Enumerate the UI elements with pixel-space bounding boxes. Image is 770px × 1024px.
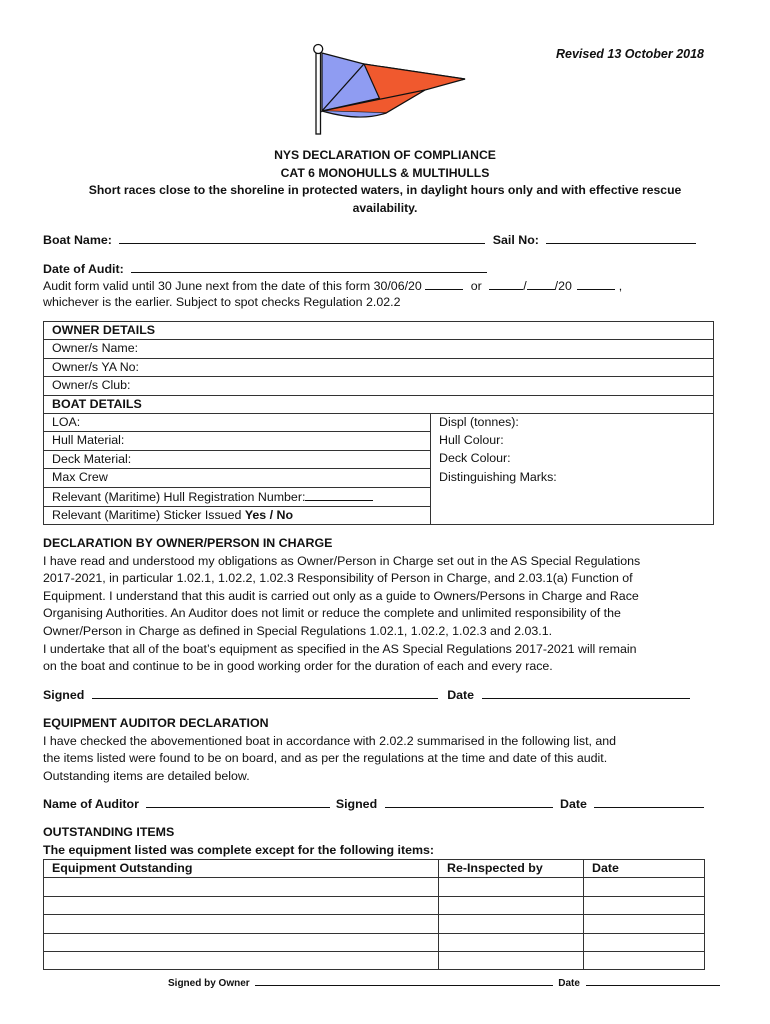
hull-registration-field[interactable] <box>305 488 373 501</box>
owner-declaration-line: I have read and understood my obligations as Owner/Person in Charge set out in the AS Special Regulations <box>43 553 641 568</box>
table-row <box>44 896 705 914</box>
validity-year2-field[interactable] <box>577 277 615 290</box>
auditor-declaration-line: the items listed were found to be on board, and as per the regulations at the time and date of this audit. <box>43 751 608 766</box>
auditor-declaration-line: Outstanding items are detailed below. <box>43 768 250 783</box>
auditor-name-label: Name of Auditor <box>43 797 139 811</box>
owner-boat-details-table <box>43 321 714 525</box>
boat-name-label: Boat Name: <box>43 233 112 247</box>
owner-club-field[interactable]: Owner/s Club: <box>44 377 714 395</box>
auditor-declaration-line: I have checked the abovementioned boat in accordance with 2.02.2 summarised in the following list, and <box>43 733 617 748</box>
equipment-cell[interactable] <box>44 915 439 933</box>
flag-pole <box>314 45 323 135</box>
date-cell[interactable] <box>584 915 705 933</box>
auditor-name-field[interactable] <box>146 795 330 808</box>
owner-declaration <box>43 535 733 676</box>
deck-colour-field[interactable]: Deck Colour: <box>431 450 714 468</box>
column-re-inspected-by: Re-Inspected by <box>439 860 584 878</box>
auditor-signature-row <box>43 795 704 811</box>
auditor-signature-field[interactable] <box>385 795 553 808</box>
hull-material-field[interactable]: Hull Material: <box>44 432 431 450</box>
owner-name-field[interactable]: Owner/s Name: <box>44 340 714 358</box>
re-inspected-cell[interactable] <box>439 896 584 914</box>
validity-century: /20 <box>554 279 572 293</box>
validity-line-1: Audit form valid until 30 June next from the date of this form 30/06/20 or / /20 , <box>43 279 623 293</box>
validity-or: or <box>470 279 482 293</box>
equipment-cell[interactable] <box>44 933 439 951</box>
auditor-declaration <box>43 715 733 785</box>
displ-field[interactable]: Displ (tonnes): <box>431 413 714 431</box>
date-of-audit-field[interactable] <box>131 260 487 273</box>
validity-line-2: whichever is the earlier. Subject to spot checks Regulation 2.02.2 <box>43 295 401 309</box>
max-crew-field[interactable]: Max Crew <box>44 469 431 487</box>
auditor-declaration-heading: EQUIPMENT AUDITOR DECLARATION <box>43 716 269 730</box>
footer-date-label: Date <box>558 978 580 989</box>
table-row <box>44 951 705 969</box>
date-cell[interactable] <box>584 951 705 969</box>
title-line-2: CAT 6 MONOHULLS & MULTIHULLS <box>280 165 490 180</box>
outstanding-items <box>43 824 733 859</box>
hull-registration-row <box>44 487 431 506</box>
re-inspected-cell[interactable] <box>439 951 584 969</box>
deck-material-field[interactable]: Deck Material: <box>44 450 431 468</box>
date-of-audit-label: Date of Audit: <box>43 262 124 276</box>
club-flag-logo <box>300 40 475 140</box>
footer-signature-row <box>168 976 720 989</box>
owner-ya-no-field[interactable]: Owner/s YA No: <box>44 358 714 376</box>
auditor-date-field[interactable] <box>594 795 704 808</box>
owner-signed-label: Signed <box>43 688 85 702</box>
re-inspected-cell[interactable] <box>439 933 584 951</box>
table-row <box>44 878 705 896</box>
owner-date-label: Date <box>447 688 475 702</box>
hull-colour-field[interactable]: Hull Colour: <box>431 432 714 450</box>
title-line-3: Short races close to the shoreline in protected waters, in daylight hours only and with effective rescue <box>88 183 682 197</box>
outstanding-subheading: The equipment listed was complete except for the following items: <box>43 842 435 857</box>
footer-owner-signature-field[interactable] <box>255 976 553 986</box>
title-line-4: availability. <box>352 200 418 215</box>
owner-signature-field[interactable] <box>92 686 438 699</box>
footer-date-field[interactable] <box>586 976 720 986</box>
distinguishing-marks-field[interactable]: Distinguishing Marks: <box>431 469 714 525</box>
re-inspected-cell[interactable] <box>439 878 584 896</box>
owner-signature-row <box>43 686 690 702</box>
loa-field[interactable]: LOA: <box>44 413 431 431</box>
footer-signed-by-owner-label: Signed by Owner <box>168 978 250 989</box>
title-line-1: NYS DECLARATION OF COMPLIANCE <box>274 148 496 162</box>
hull-registration-label: Relevant (Maritime) Hull Registration Number: <box>52 489 306 504</box>
sticker-yes-no[interactable]: Yes / No <box>244 507 294 522</box>
sail-no-field[interactable] <box>546 231 696 244</box>
re-inspected-cell[interactable] <box>439 915 584 933</box>
validity-text: Audit form valid until 30 June next from the date of this form 30/06/20 <box>43 279 422 293</box>
owner-declaration-line: 2017-2021, in particular 1.02.1, 1.02.2, 1.02.3 Responsibility of Person in Charge, and 2.03.1(a) Function of <box>43 571 633 586</box>
owner-declaration-line: Equipment. I understand that this audit is carried out only as a guide to Owners/Persons in Charge and Race <box>43 588 639 603</box>
flag-cloth <box>322 53 465 117</box>
boat-name-row <box>43 231 696 247</box>
equipment-cell[interactable] <box>44 951 439 969</box>
outstanding-items-table <box>43 859 705 970</box>
validity-month-field[interactable] <box>527 277 555 290</box>
column-equipment-outstanding: Equipment Outstanding <box>44 860 439 878</box>
validity-year-field[interactable] <box>425 277 463 290</box>
owner-date-field[interactable] <box>482 686 690 699</box>
date-cell[interactable] <box>584 896 705 914</box>
validity-day-field[interactable] <box>489 277 523 290</box>
outstanding-heading: OUTSTANDING ITEMS <box>43 825 175 839</box>
sticker-label: Relevant (Maritime) Sticker Issued <box>52 507 245 522</box>
boat-name-field[interactable] <box>119 231 485 244</box>
owner-declaration-line: I undertake that all of the boat’s equipment as specified in the AS Special Regulations 2017-2021 will remain <box>43 641 637 656</box>
table-row <box>44 933 705 951</box>
owner-declaration-line: on the boat and continue to be in good working order for the duration of each and every race. <box>43 659 553 674</box>
revision-date: Revised 13 October 2018 <box>556 47 704 61</box>
auditor-signed-label: Signed <box>335 797 378 811</box>
owner-declaration-line: Owner/Person in Charge as defined in Special Regulations 1.02.1, 1.02.2, 1.02.3 and 2.03.1. <box>43 623 553 638</box>
owner-declaration-line: Organising Authorities. An Auditor does not limit or reduce the complete and unlimited responsibility of the <box>43 606 621 621</box>
date-cell[interactable] <box>584 878 705 896</box>
equipment-cell[interactable] <box>44 878 439 896</box>
equipment-cell[interactable] <box>44 896 439 914</box>
owner-details-heading: OWNER DETAILS <box>44 322 714 340</box>
sail-no-label: Sail No: <box>492 233 539 247</box>
owner-declaration-heading: DECLARATION BY OWNER/PERSON IN CHARGE <box>43 536 333 550</box>
column-date: Date <box>584 860 705 878</box>
auditor-date-label: Date <box>560 797 587 811</box>
document-title <box>40 147 730 217</box>
table-row <box>44 915 705 933</box>
sticker-row <box>44 506 431 524</box>
date-of-audit-row <box>43 260 487 276</box>
boat-details-heading: BOAT DETAILS <box>44 395 714 413</box>
date-cell[interactable] <box>584 933 705 951</box>
